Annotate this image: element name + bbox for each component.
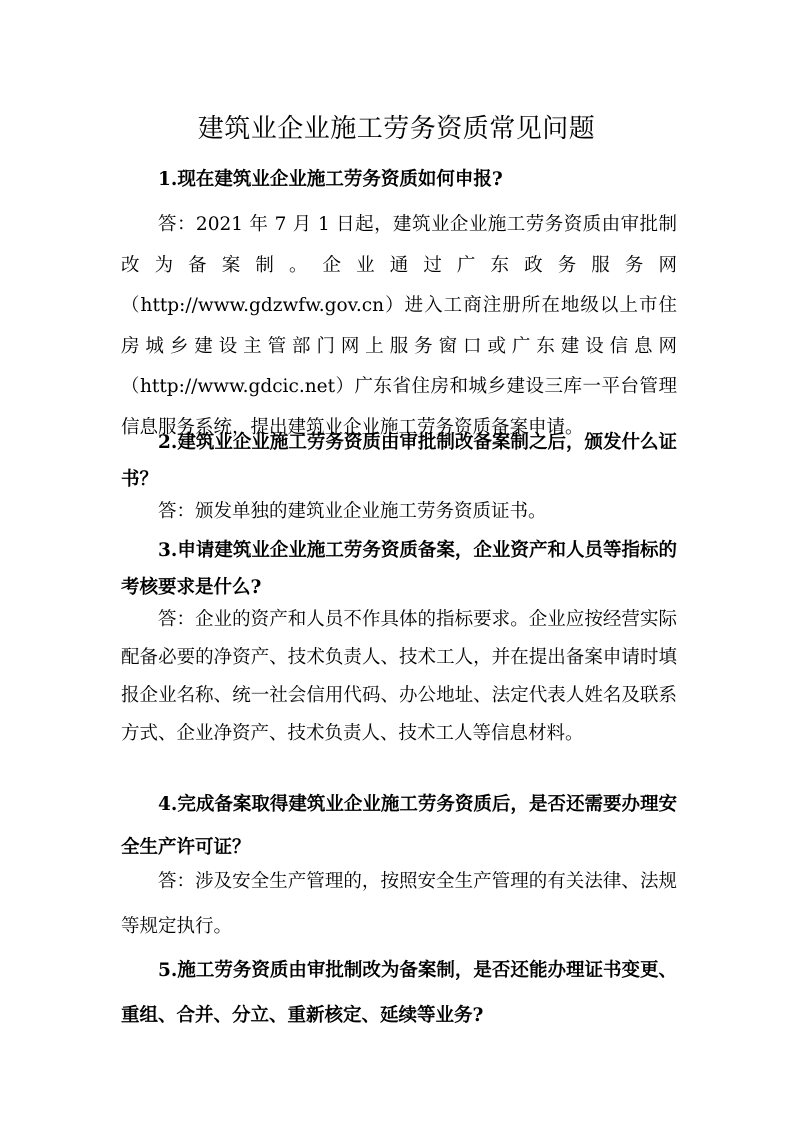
faq-answer-3: 答：企业的资产和人员不作具体的指标要求。企业应按经营实际配备必要的净资产、技术负责人、技术工人，并在提出备案申请时填报企业名称、统一社会信用代码、办公地址、法定代表人姓名及联系方式、企业净资产、技术负责人、技术工人等信息材料。 — [121, 609, 677, 744]
faq-answer-1: 答：2021 年 7 月 1 日起，建筑业企业施工劳务资质由审批制改为备案制。企业通过广东政务服务网（http://www.gdzwfw.gov.cn）进入工商注册所在地级以上市住房城乡建设主管部门网上服务窗口或广东建设信息网（http://www.gdcic.net）广东省住房和城乡建设三库一平台管理信息服务系统，提出建筑业企业施工劳务资质备案申请。 — [121, 214, 677, 438]
faq-question-5: 5.施工劳务资质由审批制改为备案制，是否还能办理证书变更、重组、合并、分立、重新核定、延续等业务? — [121, 960, 677, 1026]
faq-question-4: 4.完成备案取得建筑业企业施工劳务资质后，是否还需要办理安全生产许可证？ — [121, 794, 677, 858]
faq-question-3: 3.申请建筑业企业施工劳务资质备案，企业资产和人员等指标的考核要求是什么? — [121, 540, 677, 598]
faq-answer-2: 答：颁发单独的建筑业企业施工劳务资质证书。 — [158, 501, 547, 522]
faq-question-2: 2.建筑业企业施工劳务资质由审批制改备案制之后，颁发什么证书？ — [121, 432, 677, 490]
faq-question-1: 1.现在建筑业企业施工劳务资质如何申报? — [158, 169, 503, 190]
faq-answer-4: 答：涉及安全生产管理的，按照安全生产管理的有关法律、法规等规定执行。 — [121, 871, 677, 937]
document-title: 建筑业企业施工劳务资质常见问题 — [197, 114, 596, 144]
